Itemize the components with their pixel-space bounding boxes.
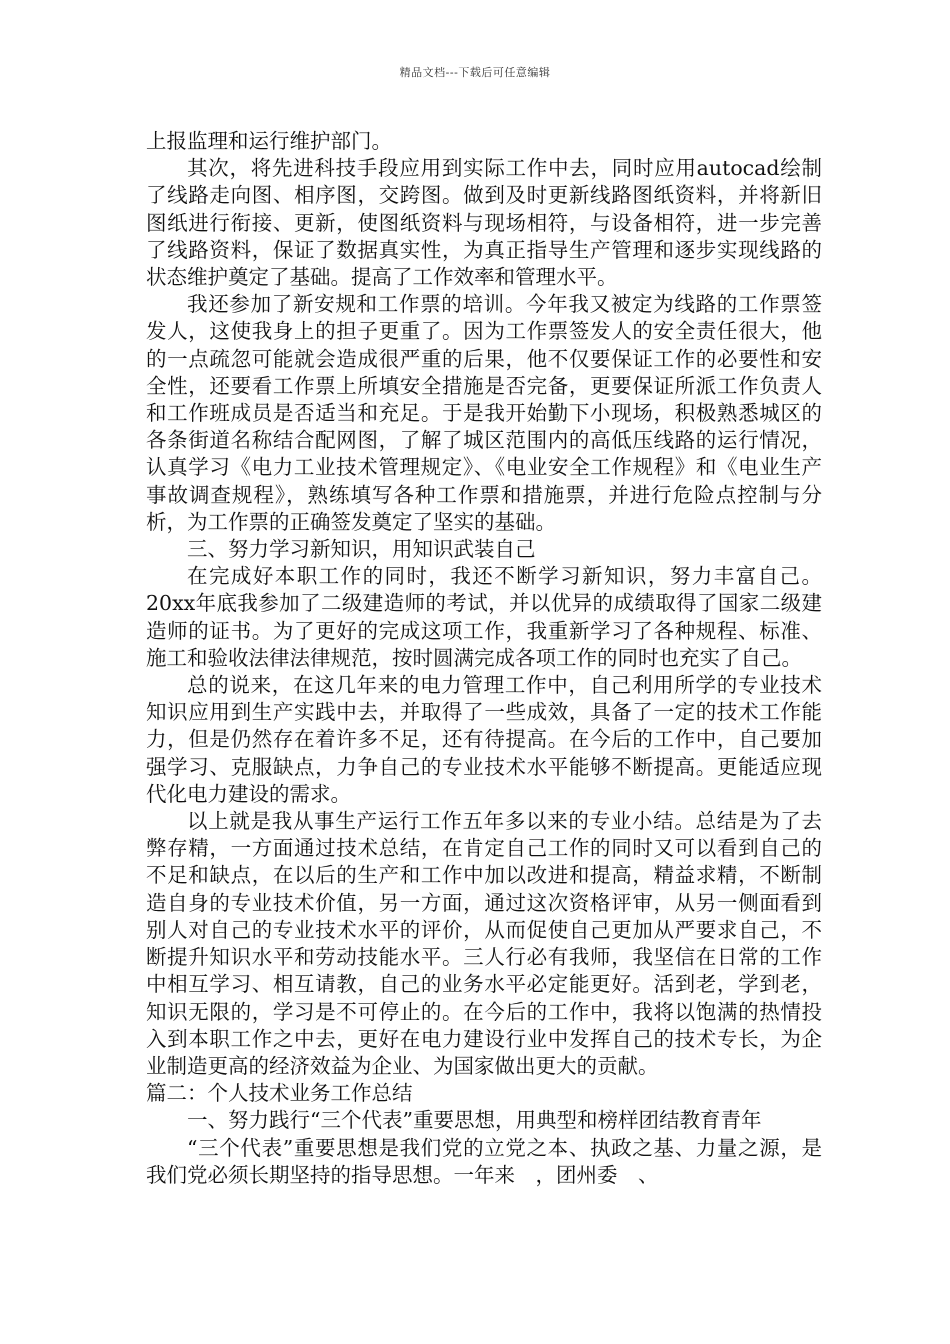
paragraph: “三个代表”重要思想是我们党的立党之本、执政之基、力量之源，是我们党必须长期坚持的指导思想。一年来 ，团州委 、 <box>146 1135 822 1187</box>
paragraph: 以上就是我从事生产运行工作五年多以来的专业小结。总结是为了去弊存精，一方面通过技术总结，在肯定自己工作的同时又可以看到自己的不足和缺点，在以后的生产和工作中加以改进和提高，精益求精，不断制造自身的专业技术价值，另一方面，通过这次资格评审，从另一侧面看到别人对自己的专业技术水平的评价，从而促使自己更加从严要求自己，不断提升知识水平和劳动技能水平。三人行必有我师，我坚信在日常的工作中相互学习、相互请教，自己的业务水平必定能更好。活到老，学到老，知识无限的，学习是不可停止的。在今后的工作中，我将以饱满的热情投入到本职工作之中去，更好在电力建设行业中发挥自己的技术专长，为企业制造更高的经济效益为企业、为国家做出更大的贡献。 <box>146 809 822 1078</box>
page-header: 精品文档---下载后可任意编辑 <box>399 66 551 79</box>
section-heading: 三、努力学习新知识，用知识武装自己 <box>187 537 536 562</box>
section-heading: 一、努力践行“三个代表”重要思想，用典型和榜样团结教育青年 <box>187 1108 762 1133</box>
paragraph: 我还参加了新安规和工作票的培训。今年我又被定为线路的工作票签发人，这使我身上的担子更重了。因为工作票签发人的安全责任很大，他的一点疏忽可能就会造成很严重的后果，他不仅要保证工作的必要性和安全性，还要看工作票上所填安全措施是否完备，更要保证所派工作负责人和工作班成员是否适当和充足。于是我开始勤下小现场，积极熟悉城区的各条街道名称结合配网图，了解了城区范围内的高低压线路的运行情况，认真学习《电力工业技术管理规定》、《电业安全工作规程》和《电业生产事故调查规程》，熟练填写各种工作票和措施票，并进行危险点控制与分析，为工作票的正确签发奠定了坚实的基础。 <box>146 292 822 534</box>
paragraph: 其次，将先进科技手段应用到实际工作中去，同时应用autocad绘制了线路走向图、相序图，交跨图。做到及时更新线路图纸资料，并将新旧图纸进行衔接、更新，使图纸资料与现场相符，与设备相符，进一步完善了线路资料，保证了数据真实性，为真正指导生产管理和逐步实现线路的状态维护奠定了基础。提高了工作效率和管理水平。 <box>146 156 822 290</box>
paragraph: 在完成好本职工作的同时，我还不断学习新知识，努力丰富自己。20xx年底我参加了二级建造师的考试，并以优异的成绩取得了国家二级建造师的证书。为了更好的完成这项工作，我重新学习了各种规程、标准、施工和验收法律法律规范，按时圆满完成各项工作的同时也充实了自己。 <box>146 564 822 670</box>
document-body <box>146 128 822 1189</box>
paragraph: 总的说来，在这几年来的电力管理工作中，自己利用所学的专业技术知识应用到生产实践中去，并取得了一些成效，具备了一定的技术工作能力，但是仍然存在着许多不足，还有待提高。在今后的工作中，自己要加强学习、克服缺点，力争自己的专业技术水平能够不断提高。更能适应现代化电力建设的需求。 <box>146 673 822 806</box>
chapter-heading: 篇二：个人技术业务工作总结 <box>146 1081 413 1106</box>
paragraph: 上报监理和运行维护部门。 <box>146 129 392 153</box>
